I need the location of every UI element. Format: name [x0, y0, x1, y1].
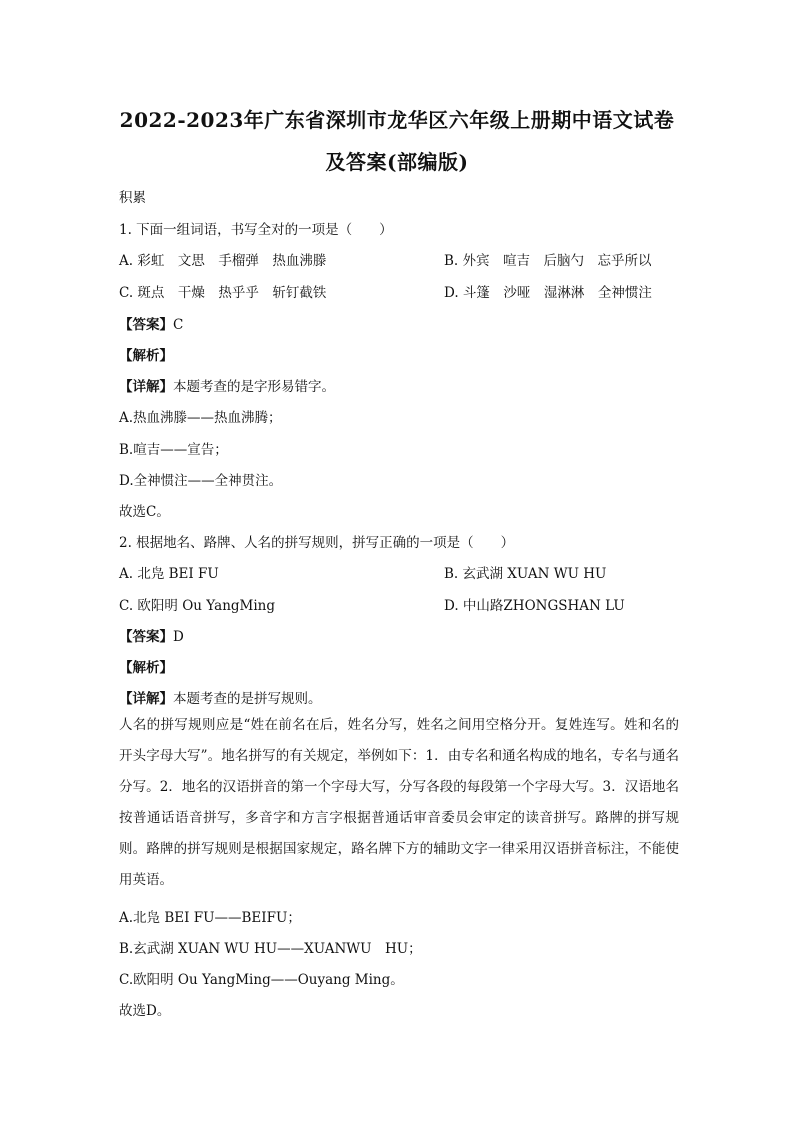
q1-detail [119, 375, 335, 395]
q2-fix-b: B.玄武湖 XUAN WU HU——XUANWU HU； [119, 941, 422, 957]
q1-conclusion: 故选C。 [119, 504, 170, 520]
q2-stem: 2. 根据地名、路牌、人名的拼写规则，拼写正确的一项是（ ） [119, 535, 515, 551]
q2-option-d: D. 中山路ZHONGSHAN LU [444, 598, 625, 614]
section-heading: 积累 [119, 190, 146, 206]
document-title-line-2: 及答案(部编版) [325, 150, 469, 174]
q2-detail-text: 本题考查的是拼写规则。 [173, 691, 322, 707]
q2-option-c: C. 欧阳明 Ou YangMing [119, 598, 276, 614]
q1-fix-d: D.全神惯注——全神贯注。 [119, 473, 283, 489]
q1-answer-value: C [173, 317, 184, 333]
q1-option-d: D. 斗篷 沙哑 湿淋淋 全神惯注 [444, 285, 652, 301]
q1-option-a: A. 彩虹 文思 手榴弹 热血沸滕 [119, 253, 327, 269]
q2-fix-c: C.欧阳明 Ou YangMing——Ouyang Ming。 [119, 972, 404, 988]
q1-detail-label: 【详解】 [119, 379, 173, 395]
q1-stem: 1. 下面一组词语，书写全对的一项是（ ） [119, 222, 393, 238]
q1-option-b: B. 外宾 喧吉 后脑勺 忘乎所以 [444, 253, 652, 269]
q2-option-b: B. 玄武湖 XUAN WU HU [444, 566, 607, 582]
q2-analysis-label: 【解析】 [119, 660, 173, 676]
q1-answer [119, 313, 183, 333]
document-title-line-1: 2022-2023年广东省深圳市龙华区六年级上册期中语文试卷 [119, 108, 675, 132]
q2-explanation-paragraph: 人名的拼写规则应是“姓在前名在后，姓名分写，姓名之间用空格分开。复姓连写。姓和名的开头字母大写”。地名拼写的有关规定，举例如下：1．由专名和通名构成的地名，专名与通名分写。2．地名的汉语拼音的第一个字母大写，分写各段的每段第一个字母大写。3．汉语地名按普通话语音拼写，多音字和方言字根据普通话审音委员会审定的读音拼写。路牌的拼写规则。路牌的拼写规则是根据国家规定，路名牌下方的辅助文字一律采用汉语拼音标注，不能使用英语。 [119, 717, 679, 888]
q1-answer-label: 【答案】 [119, 317, 173, 333]
q2-option-a: A. 北凫 BEI FU [119, 566, 219, 582]
q1-fix-a: A.热血沸滕——热血沸腾； [119, 410, 282, 426]
q2-answer-label: 【答案】 [119, 629, 173, 645]
q2-detail-label: 【详解】 [119, 691, 173, 707]
q1-fix-b: B.喧吉——宣告； [119, 442, 228, 458]
q2-answer-value: D [173, 629, 184, 645]
q1-detail-text: 本题考查的是字形易错字。 [173, 379, 335, 395]
q2-conclusion: 故选D。 [119, 1003, 171, 1019]
q2-answer [119, 625, 184, 645]
q2-detail [119, 687, 322, 707]
q1-option-c: C. 斑点 干燥 热乎乎 斩钉截铁 [119, 285, 327, 301]
q2-fix-a: A.北凫 BEI FU——BEIFU； [119, 910, 301, 926]
q1-analysis-label: 【解析】 [119, 348, 173, 364]
